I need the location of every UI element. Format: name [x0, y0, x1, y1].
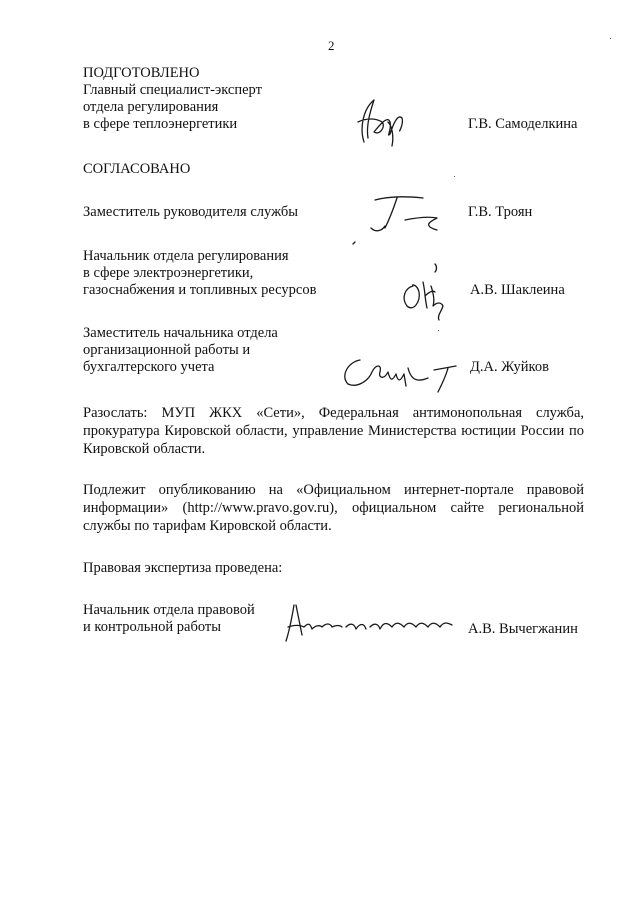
- prepared-heading: ПОДГОТОВЛЕНО: [83, 65, 200, 81]
- scan-speck: [454, 176, 455, 177]
- agreed-position-line: организационной работы и: [83, 342, 251, 358]
- legal-review-position-line: и контрольной работы: [83, 619, 221, 635]
- distribution-paragraph: Разослать: МУП ЖКХ «Сети», Федеральная антимонопольная служба, прокуратура Кировской области, управление Министерства юстиции России по Кировской области.: [83, 405, 584, 457]
- prepared-position-line: Главный специалист-эксперт: [83, 82, 262, 98]
- agreed-signer-position: [83, 248, 316, 299]
- agreed-signer-position: [83, 325, 278, 376]
- handwritten-signature: [395, 262, 465, 322]
- legal-review-position-line: Начальник отдела правовой: [83, 602, 255, 618]
- agreed-position-line: в сфере электроэнергетики,: [83, 265, 254, 281]
- legal-review-position: [83, 602, 255, 636]
- handwritten-signature: [338, 350, 463, 396]
- prepared-position-line: отдела регулирования: [83, 99, 219, 115]
- legal-review-signer-name: А.В. Вычегжанин: [468, 621, 578, 637]
- agreed-signer-name: А.В. Шаклеина: [470, 282, 565, 298]
- publication-paragraph: Подлежит опубликованию на «Официальном интернет-портале правовой информации» (http://www.pravo.gov.ru), официальном сайте региональной службы по тарифам Кировской области.: [83, 482, 584, 534]
- scan-speck: [610, 38, 611, 39]
- agreed-position-line: Заместитель начальника отдела: [83, 325, 278, 341]
- legal-review-statement: Правовая экспертиза проведена:: [83, 560, 283, 576]
- agreed-position-line: Заместитель руководителя службы: [83, 204, 299, 220]
- agreed-signer-position: [83, 204, 298, 221]
- prepared-position-line: в сфере теплоэнергетики: [83, 116, 238, 132]
- prepared-signer-name: Г.В. Самоделкина: [468, 116, 578, 132]
- agreed-position-line: газоснабжения и топливных ресурсов: [83, 282, 317, 298]
- agreed-position-line: бухгалтерского учета: [83, 359, 215, 375]
- agreed-signer-name: Д.А. Жуйков: [470, 359, 549, 375]
- agreed-signer-name: Г.В. Троян: [468, 204, 533, 220]
- scan-speck: [438, 330, 439, 331]
- page-number: 2: [328, 38, 335, 53]
- handwritten-signature: [352, 92, 412, 154]
- handwritten-signature: [280, 595, 465, 645]
- agreed-position-line: Начальник отдела регулирования: [83, 248, 289, 264]
- handwritten-signature: [345, 192, 455, 248]
- agreed-heading: СОГЛАСОВАНО: [83, 161, 191, 177]
- prepared-block: [83, 65, 262, 133]
